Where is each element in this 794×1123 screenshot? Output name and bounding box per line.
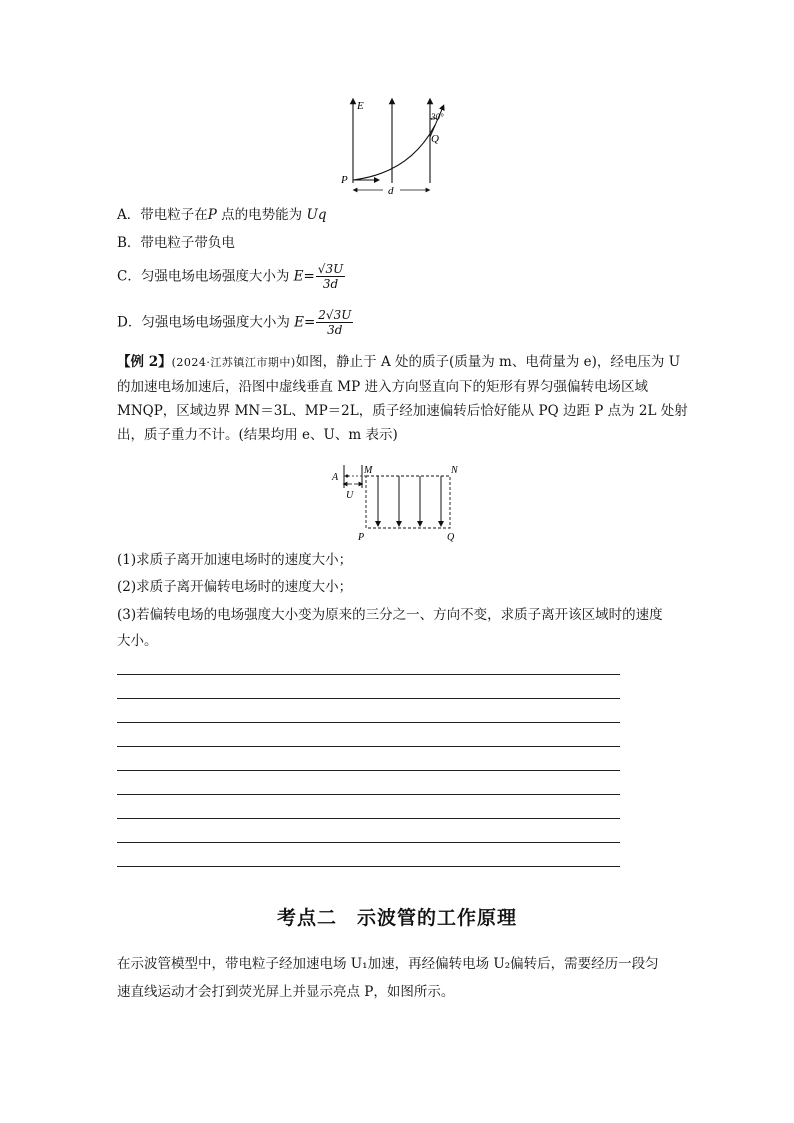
answer-line (117, 722, 620, 723)
intro-paragraph: 在示波管模型中，带电粒子经加速电场 U₁加速，再经偏转电场 U₂偏转后，需要经历一段匀 速直线运动才会打到荧光屏上并显示亮点 P，如图所示。 (117, 956, 659, 1000)
example-2-text: 【例 2】(2024·江苏镇江市期中)如图，静止于 A 处的质子(质量为 m、电荷量为 e)，经电压为 U 的加速电场加速后，沿图中虚线垂直 MP 进入方向竖直向下的矩形有界匀强偏转电场区域 MNQP，区域边界 MN＝3L、MP＝2L，质子经加速偏转后恰好能从 PQ 边距 P 点为 2L 处射 出，质子重力不计。(结果均用 e、U、m 表示) (117, 354, 688, 443)
trajectory-curve (353, 125, 435, 180)
answer-line (117, 794, 620, 795)
example-source: (2024·江苏镇江市期中) (171, 356, 296, 369)
answer-line (117, 698, 620, 699)
field-trajectory-figure (335, 95, 460, 200)
question-2: (2)求质子离开偏转电场时的速度大小； (117, 579, 353, 595)
field-region (366, 476, 450, 528)
label-P: P (341, 174, 348, 186)
answer-line (117, 842, 620, 843)
label-A: A (332, 472, 339, 483)
question-3-cont: 大小。 (117, 633, 158, 649)
answer-line (117, 674, 620, 675)
option-d: D．匀强电场电场强度大小为 E= $\frac{2√3U}{3d}$ (117, 308, 352, 337)
label-M: M (364, 465, 373, 476)
option-a: A．带电粒子在P 点的电势能为 Uq (117, 207, 327, 223)
fraction-d: $\frac{2√3U}{3d}$ (318, 308, 352, 337)
option-b: B．带电粒子带负电 (117, 235, 235, 251)
answer-line (117, 746, 620, 747)
answer-line (117, 770, 620, 771)
answer-line (117, 866, 620, 867)
label-Q: Q (431, 133, 439, 145)
label-d: d (388, 185, 394, 197)
option-c: C．匀强电场电场强度大小为 E= $\frac{√3U}{3d}$ (117, 262, 344, 291)
deflection-field-figure (330, 460, 465, 545)
label-E: E (357, 100, 364, 112)
question-3: (3)若偏转电场的电场强度大小变为原来的三分之一、方向不变，求质子离开该区域时的速度 (117, 607, 663, 623)
section-heading: 考点二 示波管的工作原理 (276, 907, 517, 929)
answer-line (117, 818, 620, 819)
question-1: (1)求质子离开加速电场时的速度大小； (117, 552, 353, 568)
label-angle: 30° (431, 112, 444, 122)
label-Q2: Q (447, 532, 455, 543)
label-U: U (346, 490, 354, 501)
label-N: N (451, 465, 458, 476)
fraction-c: $\frac{√3U}{3d}$ (317, 262, 344, 291)
label-P2: P (358, 532, 365, 543)
example-tag: 【例 2】 (117, 354, 172, 370)
